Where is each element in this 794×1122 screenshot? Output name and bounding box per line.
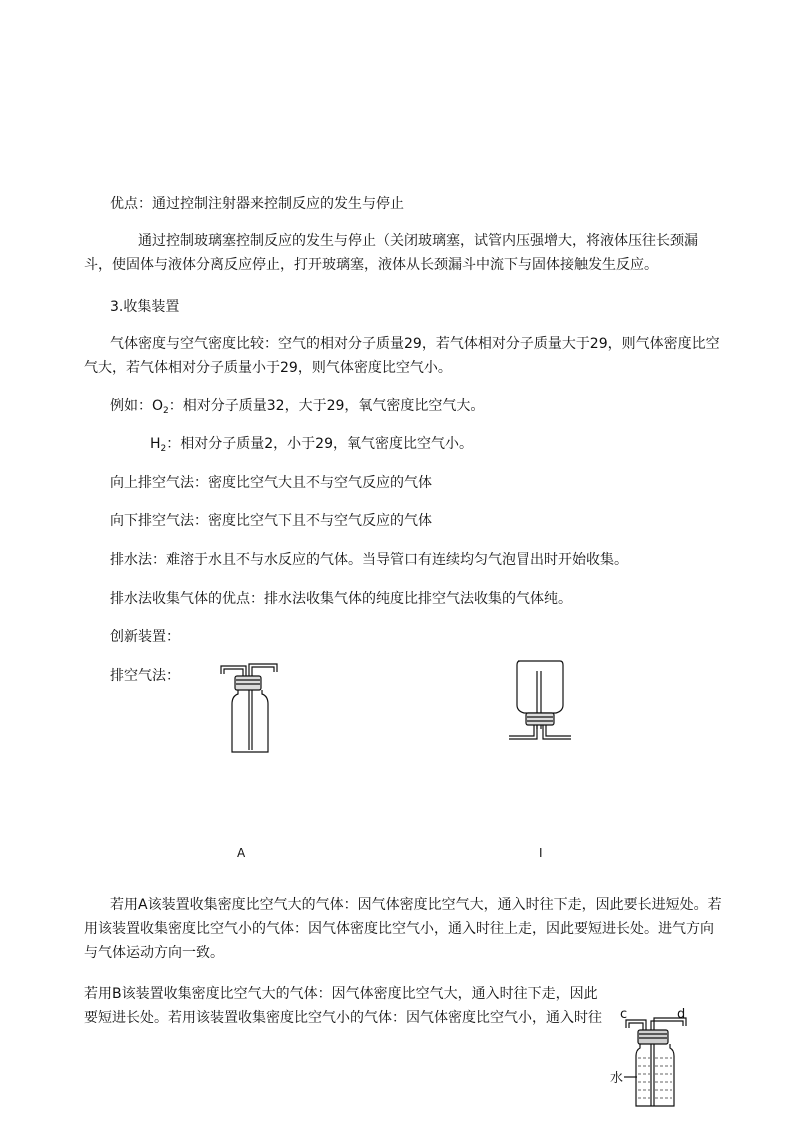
- figure-water-bottle: [610, 1006, 700, 1116]
- line-water-advantage: 排水法收集气体的优点：排水法收集气体的纯度比排空气法收集的气体纯。: [110, 591, 572, 607]
- example-h2-rest: ：相对分子质量2，小于29，氧气密度比空气小。: [166, 436, 473, 452]
- figure-b-bottle: [508, 657, 572, 747]
- line-upward-displacement: 向上排空气法：密度比空气大且不与空气反应的气体: [110, 475, 432, 491]
- figure-a-bottle: [218, 660, 280, 756]
- paragraph-device-a: 若用A该装置收集密度比空气大的气体：因气体密度比空气大，通入时往下走，因此要长进短处。若用该装置收集密度比空气小的气体：因气体密度比空气小，通入时往上走，因此要短进长处。进气方向与气体运动方向一致。: [84, 897, 722, 961]
- label-water: 水: [610, 1071, 624, 1086]
- line-water-displacement: 排水法：难溶于水且不与水反应的气体。当导管口有连续均匀气泡冒出时开始收集。: [110, 552, 628, 568]
- example-o2-sub: 2: [163, 406, 169, 416]
- line-downward-displacement: 向下排空气法：密度比空气下且不与空气反应的气体: [110, 513, 432, 529]
- line-advantage: 优点：通过控制注射器来控制反应的发生与停止: [110, 196, 404, 212]
- line-air-displacement-label: 排空气法：: [110, 668, 180, 684]
- example-o2-rest: ：相对分子质量32，大于29，氧气密度比空气大。: [168, 398, 485, 414]
- example-o2-prefix: 例如：O: [110, 398, 164, 414]
- paragraph-glass-stopper: 通过控制玻璃塞控制反应的发生与停止（关闭玻璃塞，试管内压强增大，将液体压往长颈漏斗，使固体与液体分离反应停止，打开玻璃塞，液体从长颈漏斗中流下与固体接触发生反应。: [84, 233, 698, 273]
- paragraph-device-b: 若用B该装置收集密度比空气大的气体：因气体密度比空气大，通入时往下走，因此要短进长处。若用该装置收集密度比空气小的气体：因气体密度比空气小，通入时往: [84, 986, 602, 1026]
- label-d: d: [677, 1007, 686, 1022]
- section-heading-collection: 3.收集装置: [110, 299, 180, 315]
- line-example-o2: [110, 396, 484, 416]
- example-h2-sub: 2: [160, 444, 167, 454]
- line-innovative-device: 创新装置：: [110, 629, 180, 645]
- figure-a-caption: A: [237, 846, 246, 860]
- paragraph-density-compare: 气体密度与空气密度比较：空气的相对分子质量29，若气体相对分子质量大于29，则气体密度比空气大，若气体相对分子质量小于29，则气体密度比空气小。: [84, 336, 720, 376]
- line-example-h2: [150, 434, 473, 454]
- example-h2-prefix: H: [150, 436, 161, 452]
- figure-b-caption: I: [539, 846, 543, 860]
- label-c: c: [620, 1007, 628, 1022]
